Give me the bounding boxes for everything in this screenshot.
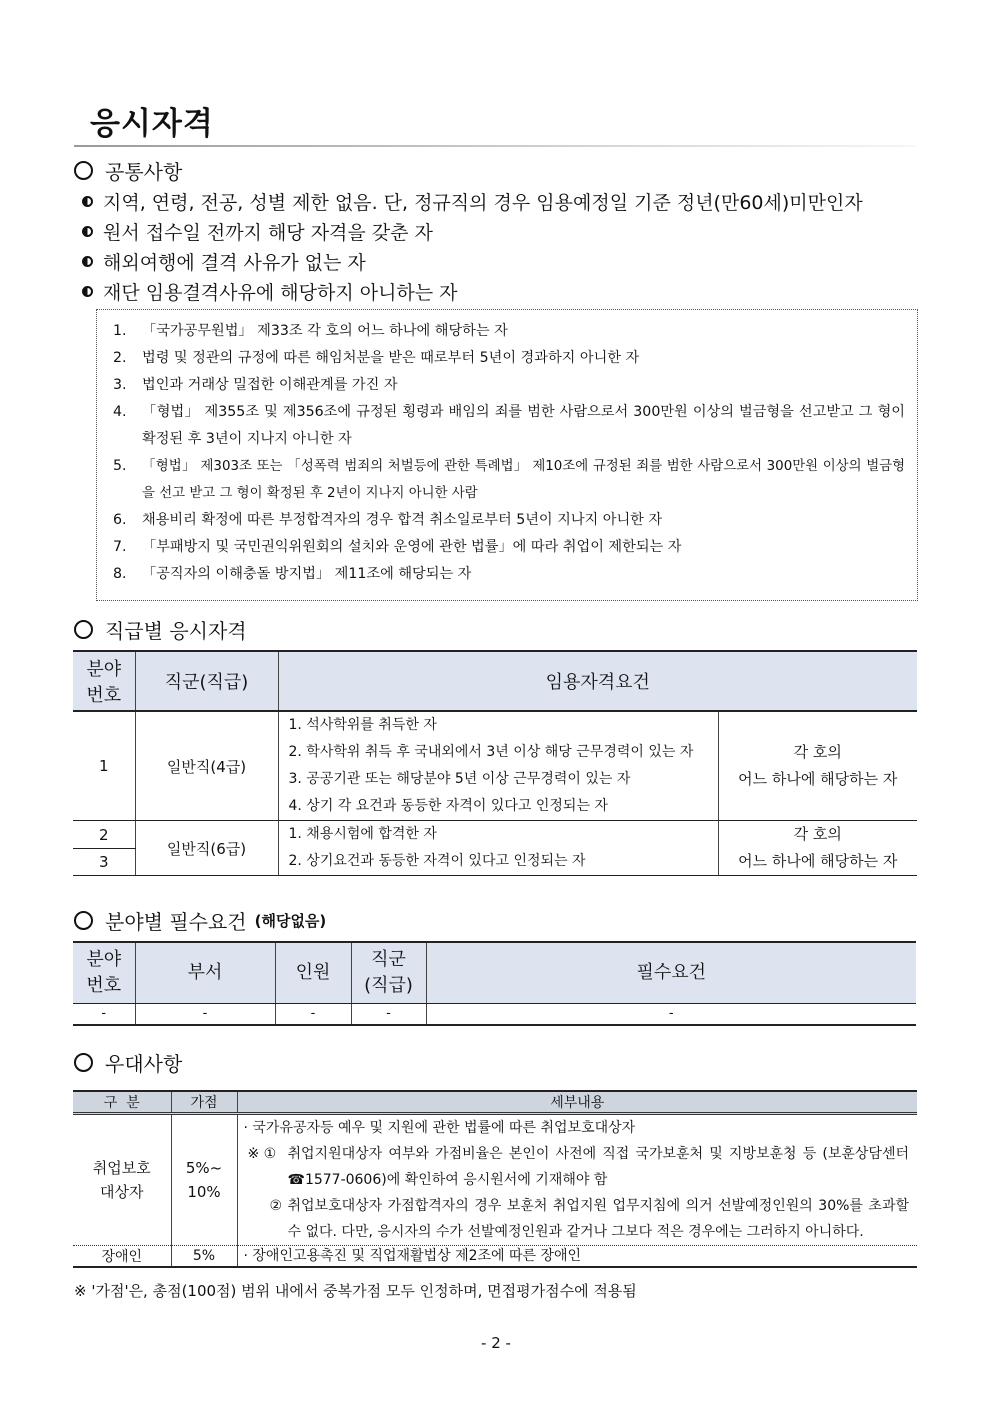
circle-icon: [74, 161, 93, 180]
detail-cell: · 장애인고용촉진 및 직업재활법상 제2조에 따른 장애인: [237, 1246, 917, 1268]
common-bullet-list: [82, 186, 863, 306]
half-circle-bullet-icon: [82, 286, 93, 297]
category-cell: 취업보호 대상자: [73, 1114, 171, 1246]
section-field-req-heading: [74, 906, 326, 935]
requirement-list-cell: 1. 채용시험에 합격한 자 2. 상기요건과 동등한 자격이 있다고 인정되는 자: [278, 821, 718, 876]
section-grade-heading: [74, 615, 247, 644]
grade-qualification-table: [73, 650, 917, 876]
section-grade-title: 직급별 응시자격: [105, 619, 247, 643]
header-requirement: 필수요건: [426, 942, 916, 1003]
header-count: 인원: [275, 942, 351, 1003]
disqualification-box: [96, 309, 918, 601]
field-no-cell: 2: [73, 821, 135, 849]
field-no-cell: 1: [73, 711, 135, 821]
bonus-cell: 5%: [171, 1246, 237, 1268]
condition-cell: 각 호의 어느 하나에 해당하는 자: [718, 821, 917, 876]
half-circle-bullet-icon: [82, 256, 93, 267]
header-job: 직군(직급): [135, 651, 278, 711]
section-pref-title: 우대사항: [105, 1052, 183, 1076]
list-item: 5. 「형법」 제303조 또는 「성폭력 범죄의 처벌등에 관한 특례법」 제10조에 규정된 죄를 범한 사람으로서 300만원 이상의 벌금형을 선고 받고 그 형이 확정된 후 2년이 지나지 아니한 사람: [113, 458, 905, 501]
table-row: [73, 821, 917, 849]
list-item: 1. 「국가공무원법」 제33조 각 호의 어느 하나에 해당하는 자: [113, 323, 508, 339]
header-dept: 부서: [135, 942, 275, 1003]
half-circle-bullet-icon: [82, 226, 93, 237]
half-circle-bullet-icon: [82, 196, 93, 207]
table-header-row: [73, 651, 917, 711]
footnote: ※ '가점'은, 총점(100점) 범위 내에서 중복가점 모두 인정하며, 면접평가점수에 적용됨: [74, 1282, 637, 1300]
condition-cell: 각 호의 어느 하나에 해당하는 자: [718, 711, 917, 821]
requirement-list-cell: 1. 석사학위를 취득한 자 2. 학사학위 취득 후 국내외에서 3년 이상 해당 근무경력이 있는 자 3. 공공기관 또는 해당분야 5년 이상 근무경력이 있는 자 4. 상기 각 요건과 동등한 자격이 있다고 인정되는 자: [278, 711, 718, 821]
list-item: 2. 법령 및 정관의 규정에 따른 해임처분을 받은 때로부터 5년이 경과하지 아니한 자: [113, 350, 640, 366]
job-cell: -: [351, 1003, 426, 1025]
detail-cell: · 국가유공자등 예우 및 지원에 관한 법률에 따른 취업보호대상자 ※ ① 취업지원대상자 여부와 가점비율은 본인이 사전에 직접 국가보훈처 및 지방보훈청 등 (보훈상담센터 ☎1577-0606)에 확인하여 응시원서에 기재해야 함 ② 취업보호대상자 가점합격자의 경우 보훈처 취업지원 업무지침에 의거 선발예정인원의 30%를 초과할 수 없다. 다만, 응시자의 수가 선발예정인원과 같거나 그보다 적은 경우에는 그러하지 아니하다.: [237, 1114, 917, 1246]
list-item: 3. 법인과 거래상 밀접한 이해관계를 가진 자: [113, 377, 398, 393]
field-no-cell: 3: [73, 849, 135, 876]
header-bonus: 가점: [171, 1091, 237, 1114]
section-field-req-title: 분야별 필수요건: [105, 910, 247, 934]
list-item: 재단 임용결격사유에 해당하지 아니하는 자: [82, 276, 863, 306]
job-cell: 일반직(4급): [135, 711, 278, 821]
field-requirement-table: [73, 941, 916, 1026]
list-item: 해외여행에 결격 사유가 없는 자: [82, 246, 863, 276]
header-category: 구 분: [73, 1091, 171, 1114]
list-item: 지역, 연령, 전공, 성별 제한 없음. 단, 정규직의 경우 임용예정일 기준 정년(만60세)미만인자: [82, 186, 863, 216]
circle-icon: [74, 911, 93, 930]
count-cell: -: [275, 1003, 351, 1025]
table-row: [73, 1114, 917, 1246]
list-item: 6. 채용비리 확정에 따른 부정합격자의 경우 합격 취소일로부터 5년이 지나지 아니한 자: [113, 512, 663, 528]
table-row: [73, 1003, 916, 1025]
table-header-row: [73, 1091, 917, 1114]
table-row: [73, 1246, 917, 1268]
page-title: 응시자격: [90, 106, 214, 142]
header-requirements: 임용자격요건: [278, 651, 917, 711]
circle-icon: [74, 620, 93, 639]
field-no-cell: -: [73, 1003, 135, 1025]
list-item: 4. 「형법」 제355조 및 제356조에 규정된 횡령과 배임의 죄를 범한 사람으로서 300만원 이상의 벌금형을 선고받고 그 형이 확정된 후 3년이 지나지 아니한 자: [113, 404, 905, 447]
header-job: 직군 (직급): [351, 942, 426, 1003]
section-pref-heading: [74, 1048, 182, 1077]
list-item: 8. 「공직자의 이해충돌 방지법」 제11조에 해당되는 자: [113, 566, 472, 582]
list-item: 원서 접수일 전까지 해당 자격을 갖춘 자: [82, 216, 863, 246]
dept-cell: -: [135, 1003, 275, 1025]
title-underline: [74, 145, 916, 147]
list-item: 7. 「부패방지 및 국민권익위원회의 설치와 운영에 관한 법률」에 따라 취업이 제한되는 자: [113, 539, 682, 555]
job-cell: 일반직(6급): [135, 821, 278, 876]
table-header-row: [73, 942, 916, 1003]
page-number: - 2 -: [481, 1334, 511, 1352]
header-detail: 세부내용: [237, 1091, 917, 1114]
circle-icon: [74, 1053, 93, 1072]
bonus-cell: 5%~ 10%: [171, 1114, 237, 1246]
table-row: [73, 711, 917, 821]
preference-table: [73, 1090, 917, 1268]
section-common-title: 공통사항: [105, 160, 183, 184]
requirement-cell: -: [426, 1003, 916, 1025]
header-field-no: 분야 번호: [73, 651, 135, 711]
header-field-no: 분야 번호: [73, 942, 135, 1003]
section-field-req-note: (해당없음): [254, 912, 327, 930]
category-cell: 장애인: [73, 1246, 171, 1268]
section-common-heading: [74, 156, 182, 185]
